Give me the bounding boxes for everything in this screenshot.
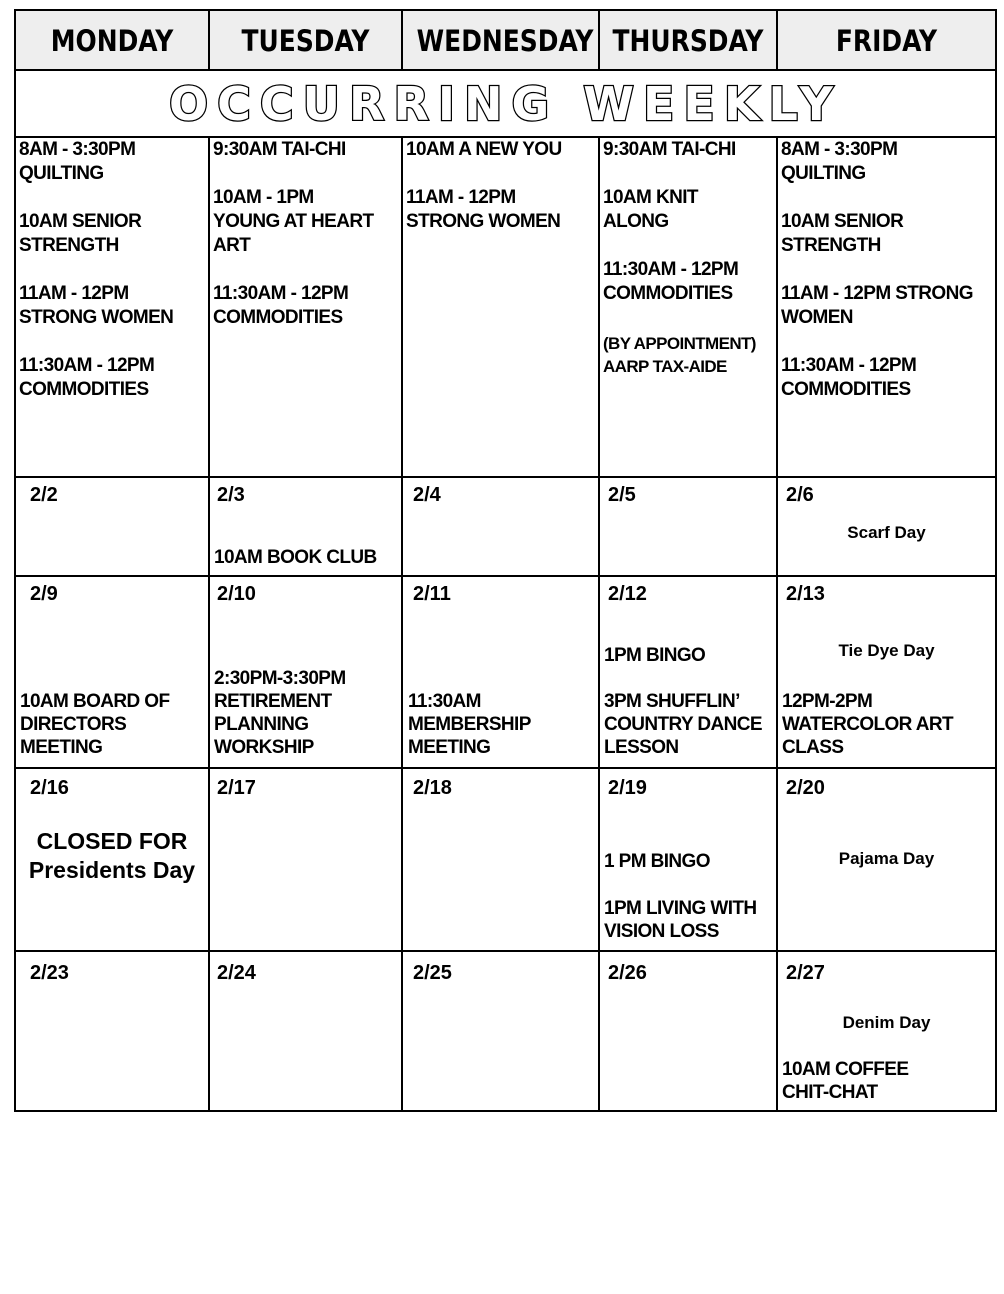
- grid-line: [14, 767, 997, 769]
- date-label: 2/20: [786, 777, 825, 799]
- date-label: 2/24: [217, 962, 256, 984]
- event-watercolor-class: 12PM-2PM WATERCOLOR ART CLASS: [782, 691, 954, 758]
- date-label: 2/17: [217, 777, 256, 799]
- date-label: 2/12: [608, 583, 647, 605]
- date-label: 2/5: [608, 484, 636, 506]
- weekly-thursday-tax-aide: (BY APPOINTMENT) AARP TAX-AIDE: [603, 334, 756, 376]
- occurring-weekly-banner: OCCURRING WEEKLY: [169, 77, 842, 131]
- event-membership-meeting: 11:30AM MEMBERSHIP MEETING: [408, 691, 531, 758]
- grid-line: [14, 9, 16, 1112]
- closed-notice: CLOSED FOR: [36, 828, 188, 854]
- date-label: 2/11: [413, 583, 451, 605]
- date-label: 2/13: [786, 583, 825, 605]
- grid-line: [598, 9, 600, 71]
- grid-line: [14, 575, 997, 577]
- weekly-tuesday: 9:30AM TAI-CHI 10AM - 1PM YOUNG AT HEART ART 11:30AM - 12PM COMMODITIES: [213, 139, 374, 328]
- date-label: 2/18: [413, 777, 452, 799]
- theme-day: Tie Dye Day: [838, 641, 935, 660]
- calendar: [14, 9, 997, 1112]
- grid-line: [14, 476, 997, 478]
- day-header-wednesday: WEDNESDAY: [416, 24, 594, 58]
- date-label: 2/10: [217, 583, 256, 605]
- event-book-club: 10AM BOOK CLUB: [214, 547, 377, 568]
- day-header-tuesday: TUESDAY: [241, 24, 370, 58]
- weekly-monday: 8AM - 3:30PM QUILTING 10AM SENIOR STRENGTH 11AM - 12PM STRONG WOMEN 11:30AM - 12PM COMMODITIES: [19, 139, 174, 400]
- grid-line: [14, 1110, 997, 1112]
- theme-day: Denim Day: [842, 1013, 931, 1032]
- date-label: 2/26: [608, 962, 647, 984]
- grid-line: [14, 9, 997, 11]
- date-label: 2/27: [786, 962, 825, 984]
- day-header-monday: MONDAY: [50, 24, 174, 58]
- event-bingo: 1 PM BINGO: [604, 851, 710, 872]
- day-header-thursday: THURSDAY: [612, 24, 764, 58]
- grid-line: [995, 9, 997, 1112]
- grid-line: [598, 136, 600, 1112]
- date-label: 2/19: [608, 777, 647, 799]
- date-label: 2/25: [413, 962, 452, 984]
- date-label: 2/3: [217, 484, 245, 506]
- date-label: 2/4: [413, 484, 441, 506]
- grid-line: [401, 136, 403, 1112]
- date-label: 2/16: [30, 777, 69, 799]
- grid-line: [401, 9, 403, 71]
- weekly-wednesday: 10AM A NEW YOU 11AM - 12PM STRONG WOMEN: [406, 139, 562, 232]
- event-board-meeting: 10AM BOARD OF DIRECTORS MEETING: [20, 691, 170, 758]
- theme-day: Scarf Day: [847, 523, 926, 542]
- weekly-friday: 8AM - 3:30PM QUILTING 10AM SENIOR STRENGTH 11AM - 12PM STRONG WOMEN 11:30AM - 12PM COMMODITIES: [781, 139, 973, 400]
- date-label: 2/23: [30, 962, 69, 984]
- event-country-dance: 3PM SHUFFLIN’ COUNTRY DANCE LESSON: [604, 691, 762, 758]
- theme-day: Pajama Day: [838, 849, 935, 868]
- event-vision-loss: 1PM LIVING WITH VISION LOSS: [604, 898, 757, 942]
- date-label: 2/2: [30, 484, 58, 506]
- grid-line: [208, 9, 210, 71]
- event-coffee-chat: 10AM COFFEE CHIT-CHAT: [782, 1059, 909, 1103]
- day-header-friday: FRIDAY: [835, 24, 938, 58]
- grid-line: [208, 136, 210, 1112]
- grid-line: [776, 9, 778, 71]
- grid-line: [776, 136, 778, 1112]
- grid-line: [14, 950, 997, 952]
- grid-line: [14, 69, 997, 71]
- event-retirement-workshop: 2:30PM-3:30PM RETIREMENT PLANNING WORKSHIP: [214, 668, 346, 758]
- date-label: 2/9: [30, 583, 58, 605]
- date-label: 2/6: [786, 484, 814, 506]
- closed-holiday: Presidents Day: [28, 857, 196, 883]
- weekly-thursday: 9:30AM TAI-CHI 10AM KNIT ALONG 11:30AM - 12PM COMMODITIES: [603, 139, 739, 304]
- event-bingo: 1PM BINGO: [604, 645, 706, 666]
